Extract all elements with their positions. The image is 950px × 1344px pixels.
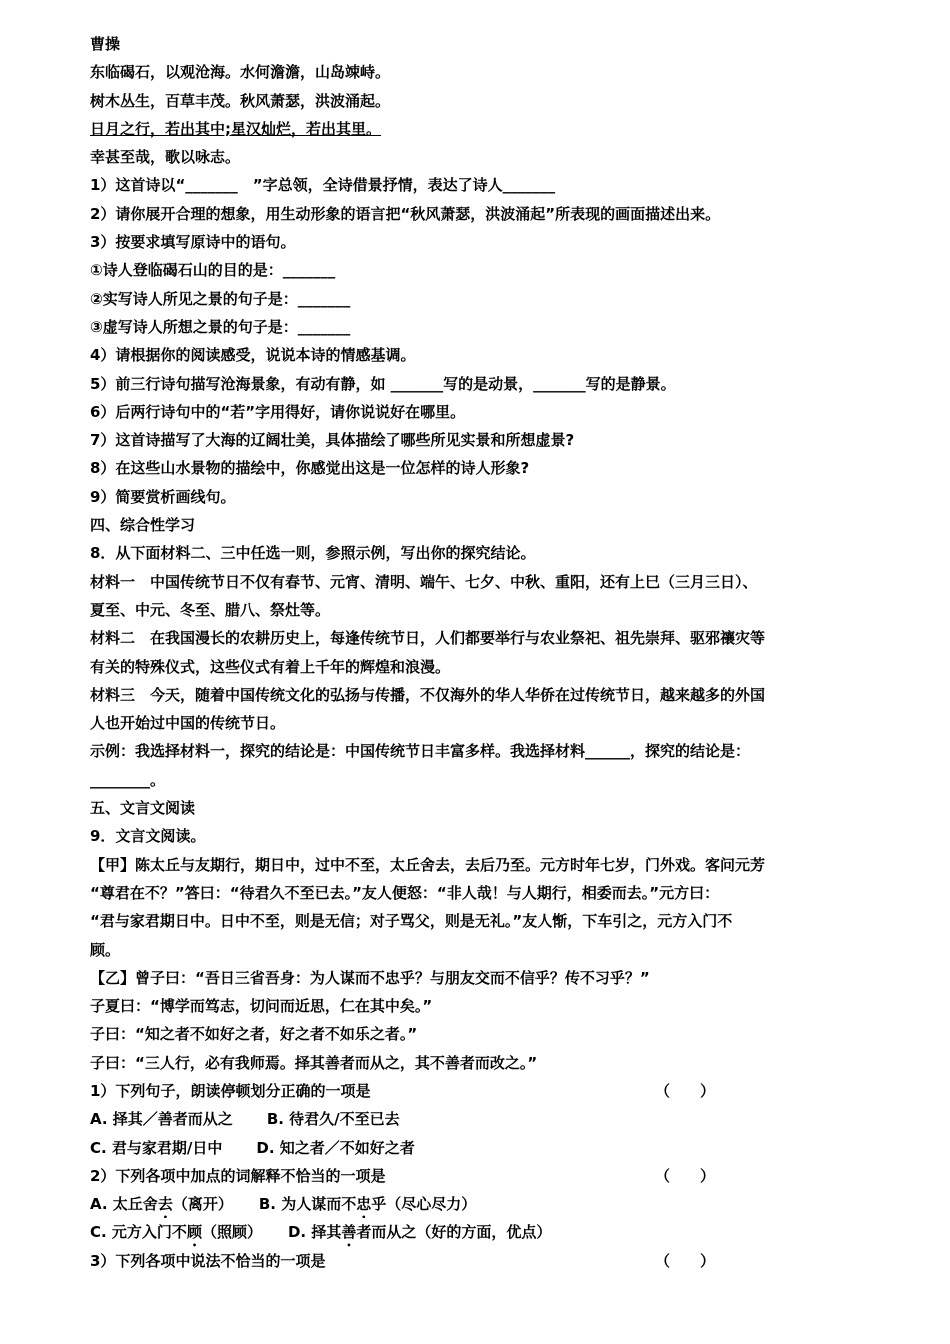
poem-question: ③虚写诗人所想之景的句子是：_______ — [90, 317, 351, 336]
poem-question: 2）请你展开合理的想象，用生动形象的语言把“秋风萧瑟，洪波涌起”所表现的画面描述出来。 — [90, 204, 721, 223]
passage-yi: 子曰：“三人行，必有我师焉。择其善者而从之，其不善者而改之。” — [90, 1053, 538, 1072]
poem-question: ②实写诗人所见之景的句子是：_______ — [90, 289, 351, 308]
poem-question: 8）在这些山水景物的描绘中，你感觉出这是一位怎样的诗人形象? — [90, 459, 530, 478]
sub-question-3 — [90, 1247, 865, 1275]
poem-question: 7）这首诗描写了大海的辽阔壮美，具体描绘了哪些所见实景和所想虚景? — [90, 431, 575, 450]
option-b-dotted-word: 忠 — [356, 1195, 372, 1214]
option-b-post: 乎（尽心尽力） — [371, 1195, 477, 1214]
poem-line: 树木丛生，百草丰茂。秋风萧瑟，洪波涌起。 — [90, 91, 391, 110]
poem-question: 9）简要赏析画线句。 — [90, 487, 236, 506]
section-heading: 四、综合性学习 — [90, 516, 196, 535]
material-1: 材料一 中国传统节日不仅有春节、元宵、清明、端午、七夕、中秋、重阳，还有上巳（三月三日）、 — [90, 572, 758, 591]
option-c-post: （照顾） — [201, 1223, 262, 1242]
poem-line: 幸甚至哉，歌以咏志。 — [90, 148, 241, 167]
question-9: 9．文言文阅读。 — [90, 827, 206, 846]
passage-jia: “君与家君期日中。日中不至，则是无信；对子骂父，则是无礼。”友人惭，下车引之，元方入门不 — [90, 912, 733, 931]
poem-author: 曹操 — [90, 35, 121, 53]
sub-question-3-text: 3）下列各项中说法不恰当的一项是 — [90, 1251, 326, 1270]
poem-question: 1）这首诗以“_______ ”字总领，全诗借景抒情，表达了诗人_______ — [90, 176, 556, 195]
option-a: A. 择其／善者而从之 — [90, 1110, 233, 1129]
options-row — [90, 1134, 865, 1162]
material-1-cont: 夏至、中元、冬至、腊八、祭灶等。 — [90, 600, 331, 619]
option-a-pre: A. 太丘舍 — [90, 1195, 158, 1214]
poem-question: ①诗人登临碣石山的目的是：_______ — [90, 261, 336, 280]
material-2: 材料二 在我国漫长的农耕历史上，每逢传统节日，人们都要举行与农业祭祀、祖先崇拜、驱邪禳灾等 — [90, 629, 766, 648]
answer-parentheses: （ ） — [655, 1251, 716, 1270]
option-a-post: （离开） — [172, 1195, 233, 1214]
material-3-cont: 人也开始过中国的传统节日。 — [90, 714, 286, 733]
option-c-dotted-word: 顾 — [186, 1223, 202, 1242]
document-page — [90, 30, 865, 1275]
poem-question: 6）后两行诗句中的“若”字用得好，请你说说好在哪里。 — [90, 402, 466, 421]
passage-yi: 子夏曰：“博学而笃志，切问而近思，仁在其中矣。” — [90, 997, 433, 1016]
answer-parentheses: （ ） — [655, 1081, 716, 1100]
option-d-post: 者而从之（好的方面，优点） — [356, 1223, 552, 1242]
option-c: C. 君与家君期/日中 — [90, 1138, 223, 1157]
poem-question: 4）请根据你的阅读感受，说说本诗的情感基调。 — [90, 346, 416, 365]
option-b: B. 待君久/不至已去 — [266, 1110, 400, 1129]
options-row — [90, 1105, 865, 1133]
option-d-dotted-word: 善 — [341, 1223, 357, 1242]
option-a-dotted-word: 去 — [157, 1195, 173, 1214]
option-c-pre: C. 元方入门不 — [90, 1223, 187, 1242]
option-d-pre: D. 择其 — [287, 1223, 342, 1242]
sub-question-2 — [90, 1162, 865, 1190]
poem-question: 3）按要求填写原诗中的语句。 — [90, 233, 296, 252]
passage-jia: 顾。 — [90, 940, 121, 959]
poem-line: 东临碣石，以观沧海。水何澹澹，山岛竦峙。 — [90, 63, 391, 82]
passage-jia: “尊君在不？”答曰：“待君久不至已去。”友人便怒：“非人哉！与人期行，相委而去。”元方曰： — [90, 883, 720, 902]
example-answer-blank: ________。 — [90, 770, 166, 789]
question-8: 8．从下面材料二、三中任选一则，参照示例，写出你的探究结论。 — [90, 544, 536, 563]
passage-jia: 【甲】陈太丘与友期行，期日中，过中不至，太丘舍去，去后乃至。元方时年七岁，门外戏。客问元芳 — [90, 855, 766, 874]
sub-question-1 — [90, 1077, 865, 1105]
passage-yi: 子曰：“知之者不如好之者，好之者不如乐之者。” — [90, 1025, 418, 1044]
sub-question-2-text: 2）下列各项中加点的词解释不恰当的一项是 — [90, 1166, 386, 1185]
option-d: D. 知之者／不如好之者 — [256, 1138, 415, 1157]
poem-line-underlined: 日月之行，若出其中;星汉灿烂，若出其里。 — [90, 119, 382, 138]
options-row — [90, 1218, 865, 1246]
options-row — [90, 1190, 865, 1218]
sub-question-1-text: 1）下列句子，朗读停顿划分正确的一项是 — [90, 1081, 371, 1100]
example-line: 示例：我选择材料一，探究的结论是：中国传统节日丰富多样。我选择材料______，探究的结论是： — [90, 742, 751, 761]
answer-parentheses: （ ） — [655, 1166, 716, 1185]
passage-yi: 【乙】曾子曰：“吾日三省吾身：为人谋而不忠乎？与朋友交而不信乎？传不习乎？” — [90, 968, 650, 987]
material-2-cont: 有关的特殊仪式，这些仪式有着上千年的辉煌和浪漫。 — [90, 657, 451, 676]
material-3: 材料三 今天，随着中国传统文化的弘扬与传播，不仅海外的华人华侨在过传统节日，越来越多的外国 — [90, 685, 766, 704]
section-heading: 五、文言文阅读 — [90, 799, 196, 818]
option-b-pre: B. 为人谋而不 — [258, 1195, 357, 1214]
poem-question: 5）前三行诗句描写沧海景象，有动有静，如 _______写的是动景，_______写的是静景。 — [90, 374, 676, 393]
